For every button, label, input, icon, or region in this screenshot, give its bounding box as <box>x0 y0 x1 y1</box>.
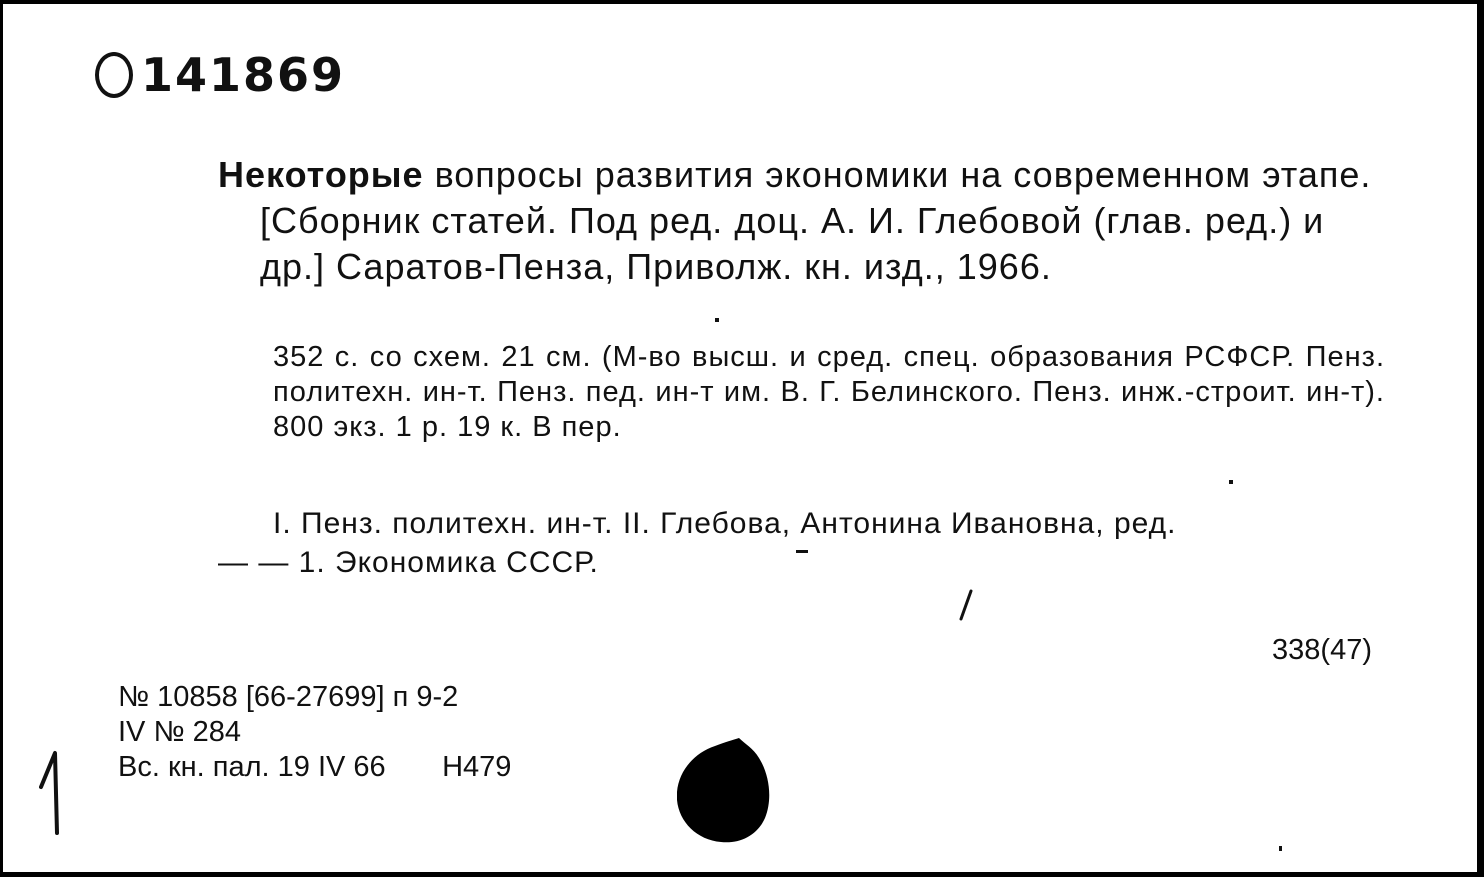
ink-speck <box>796 550 808 553</box>
imprint-line-2: IV № 284 <box>118 716 242 748</box>
imprint-block <box>118 680 511 785</box>
title-block <box>218 152 1383 290</box>
imprint-line-1: № 10858 [66-27699] п 9-2 <box>118 681 459 713</box>
classification-number: 338(47) <box>1272 634 1372 666</box>
ink-blot-mark <box>677 738 771 844</box>
catalog-card <box>3 4 1480 872</box>
title-rest: этапе. [Сборник статей. Под ред. доц. А. И. Глебовой (глав. ред.) и др.] Саратов-Пенза, Приволж. кн. изд., 1966. <box>260 154 1372 287</box>
physical-description: 352 с. со схем. 21 см. (М-во высш. и сред. спец. образования РСФСР. Пенз. политехн. ин-т. Пенз. пед. ин-т им. В. Г. Белинского. Пенз. инж.-строит. ин-т). 800 экз. 1 р. 19 к. В пер. <box>273 341 1385 443</box>
ink-speck <box>1229 480 1233 484</box>
imprint-line-3-left: Вс. кн. пал. 19 IV 66 <box>118 751 386 783</box>
pen-stroke-mark <box>958 589 974 621</box>
handwritten-tick-mark <box>39 749 63 835</box>
stamp-number-text: 141869 <box>141 48 346 102</box>
stamp-circle-icon <box>95 52 133 98</box>
ink-speck <box>1279 846 1282 851</box>
imprint-line-3-right: Н479 <box>442 751 512 783</box>
imprint-line-3 <box>118 750 511 785</box>
tracing-line-2: — — 1. Экономика СССР. <box>218 546 599 579</box>
handwritten-stamp-number <box>95 48 345 102</box>
title-line1-rest: вопросы развития экономики на современном <box>423 154 1252 195</box>
tracing-block <box>218 504 1383 582</box>
tracing-line-1: I. Пенз. политехн. ин-т. II. Глебова, Антонина Ивановна, ред. <box>273 507 1177 540</box>
ink-speck <box>715 318 719 322</box>
title-first-word: Некоторые <box>218 154 424 195</box>
